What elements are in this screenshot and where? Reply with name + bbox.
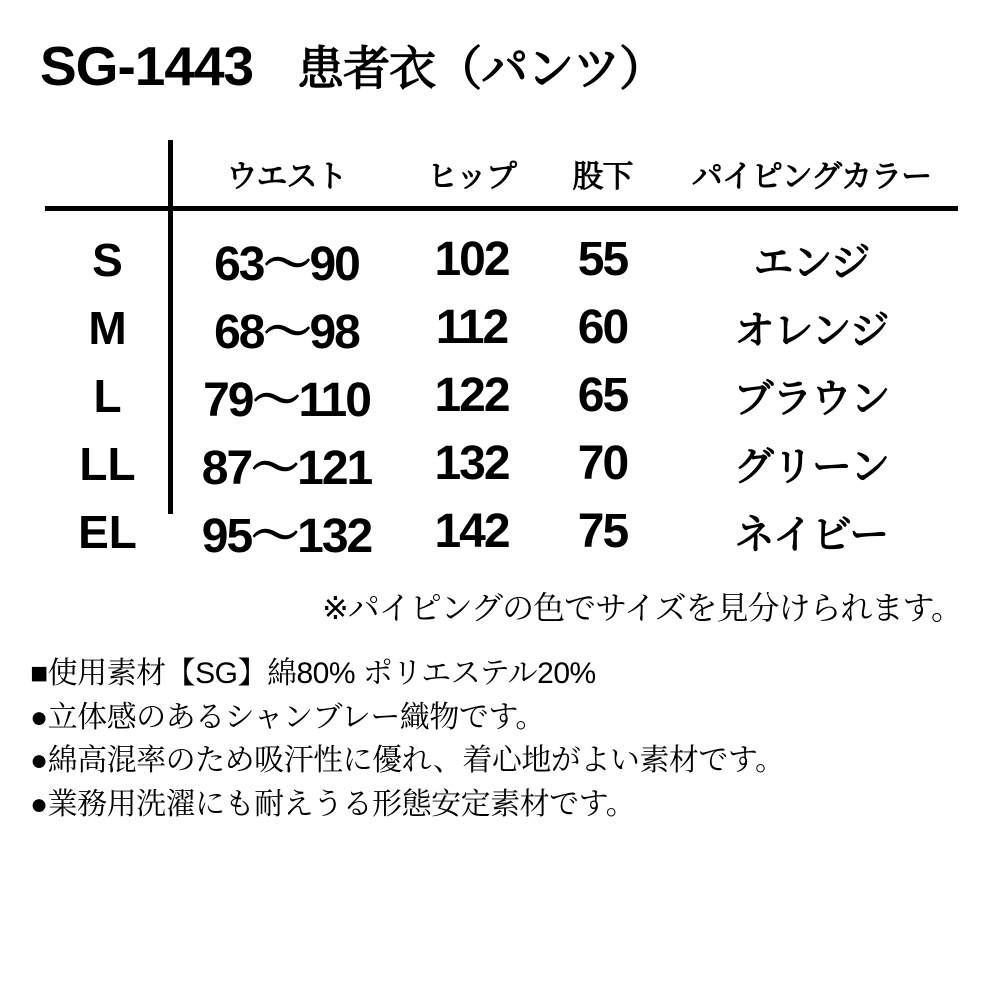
cell-hip: 112	[435, 301, 508, 354]
table-row-ll	[45, 429, 958, 497]
page-title	[40, 36, 665, 99]
col-header-piping: パイピングカラー	[691, 158, 932, 194]
cell-inseam: 70	[577, 437, 628, 490]
cell-inseam: 55	[577, 233, 628, 286]
product-code: SG-1443	[40, 35, 254, 97]
size-table	[45, 140, 958, 565]
material-line: ■使用素材【SG】綿80% ポリエステル20%	[30, 657, 596, 690]
size-label: M	[88, 301, 127, 354]
size-label: L	[93, 369, 122, 422]
col-header-inseam: 股下	[572, 158, 633, 194]
cell-piping-color: ネイビー	[734, 513, 889, 557]
cell-waist: 87～121	[201, 442, 372, 495]
cell-waist: 68～98	[214, 306, 359, 359]
size-table-body	[45, 211, 958, 565]
table-vertical-divider	[168, 140, 173, 514]
cell-hip: 132	[434, 437, 509, 490]
cell-waist: 95～132	[201, 510, 372, 563]
feature-line: ●立体感のあるシャンブレー織物です。	[30, 700, 545, 734]
cell-waist: 63～90	[214, 238, 359, 291]
cell-piping-color: オレンジ	[734, 309, 889, 353]
cell-waist: 79～110	[203, 374, 370, 427]
cell-inseam: 60	[577, 301, 628, 354]
table-row-s	[45, 225, 958, 293]
table-row-m	[45, 293, 958, 361]
size-label: LL	[79, 437, 136, 490]
piping-note: ※パイピングの色でサイズを見分けられます。	[321, 590, 962, 626]
size-table-header-row	[45, 140, 958, 211]
cell-piping-color: ブラウン	[733, 377, 890, 421]
feature-line: ●綿高混率のため吸汗性に優れ、着心地がよい素材です。	[30, 744, 785, 777]
col-header-hip: ヒップ	[426, 158, 517, 194]
cell-piping-color: エンジ	[753, 241, 870, 285]
feature-line: ●業務用洗濯にも耐えうる形態安定素材です。	[30, 787, 636, 821]
col-header-waist: ウエスト	[226, 158, 347, 194]
cell-piping-color: グリーン	[733, 445, 890, 489]
table-row-el	[45, 497, 958, 565]
size-label: EL	[78, 505, 137, 558]
cell-hip: 102	[434, 233, 509, 286]
material-details	[30, 652, 785, 826]
cell-inseam: 75	[577, 505, 628, 558]
table-row-l	[45, 361, 958, 429]
product-name: 患者衣（パンツ）	[297, 42, 666, 95]
cell-hip: 142	[434, 505, 509, 558]
cell-inseam: 65	[577, 369, 628, 422]
cell-hip: 122	[434, 369, 509, 422]
size-label: S	[92, 233, 123, 286]
